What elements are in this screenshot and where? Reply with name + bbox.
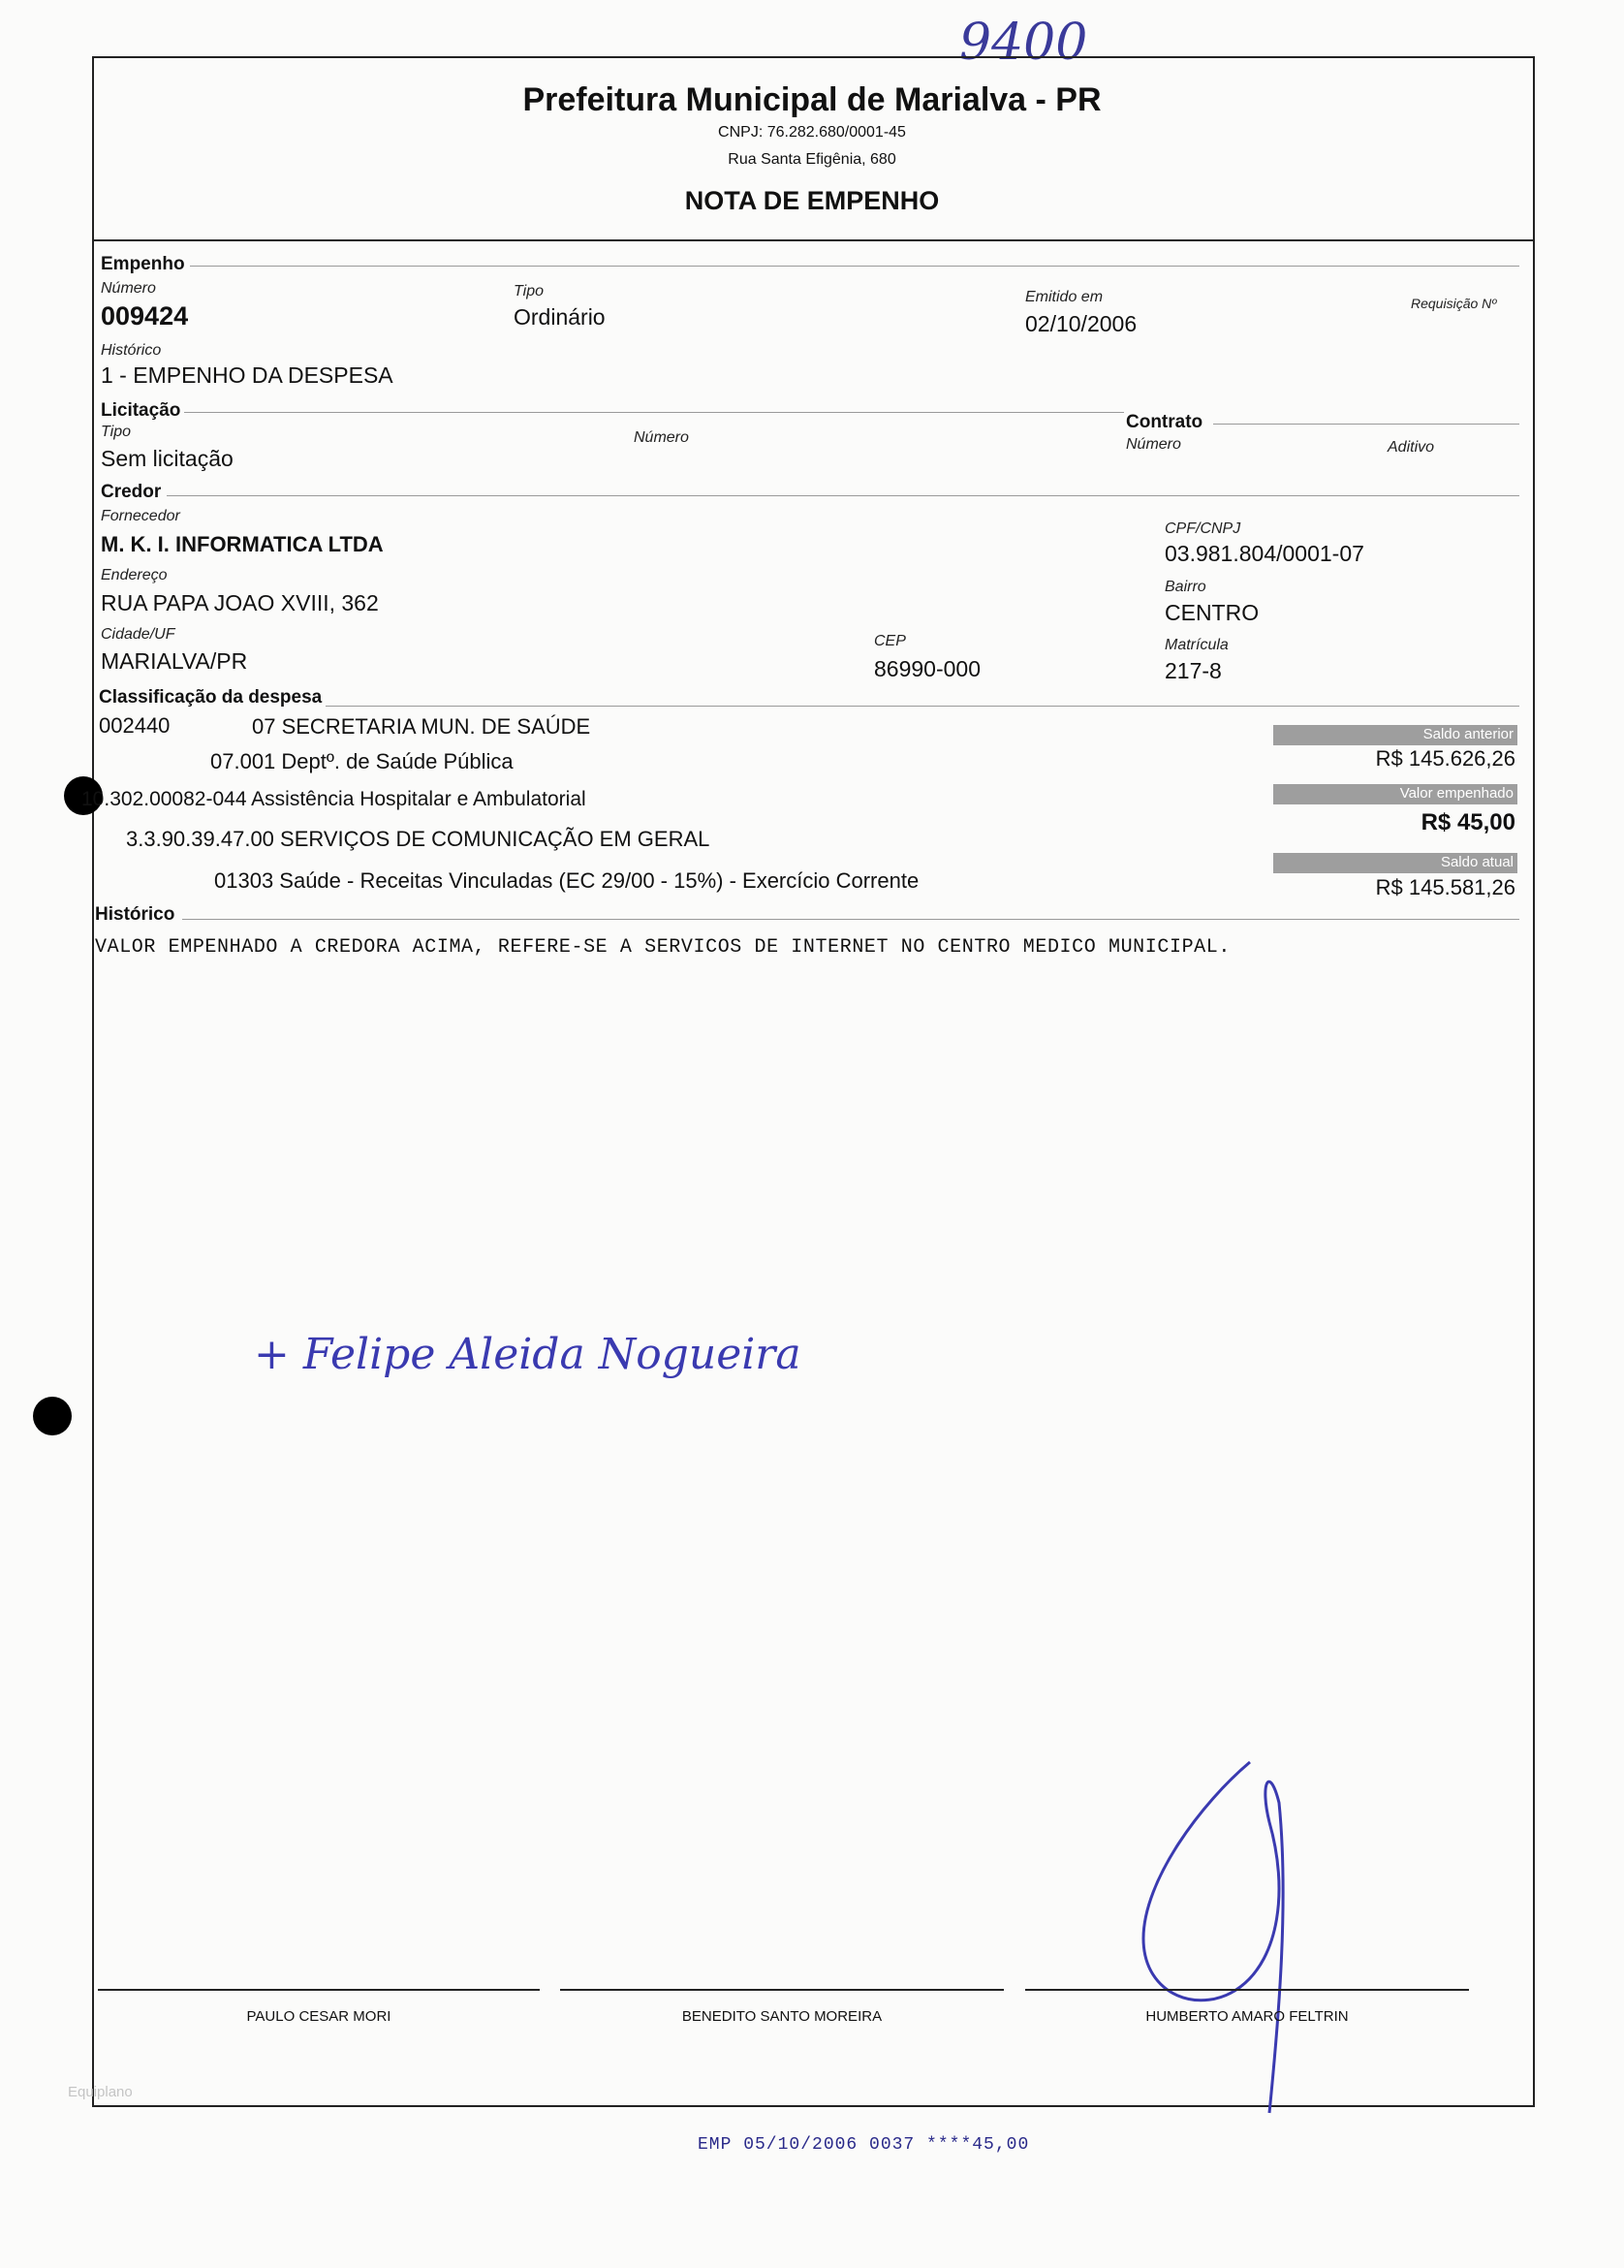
header-cnpj: CNPJ: 76.282.680/0001-45 bbox=[718, 124, 906, 141]
signature-scribble bbox=[1124, 1745, 1337, 2132]
signature-name: HUMBERTO AMARO FELTRIN bbox=[1145, 2008, 1349, 2025]
licitacao-tipo: Sem licitação bbox=[101, 446, 234, 471]
cpf-value: 03.981.804/0001-07 bbox=[1165, 541, 1364, 566]
empenho-numero: 009424 bbox=[101, 301, 189, 331]
classificacao-line: 3.3.90.39.47.00 SERVIÇOS DE COMUNICAÇÃO EM GERAL bbox=[126, 827, 710, 851]
header-address: Rua Santa Efigênia, 680 bbox=[728, 151, 896, 168]
fornecedor-name: M. K. I. INFORMATICA LTDA bbox=[101, 532, 384, 556]
empenho-tipo: Ordinário bbox=[514, 304, 606, 330]
section-historico: Histórico bbox=[95, 904, 175, 925]
tipo-label: Tipo bbox=[514, 283, 544, 299]
classificacao-line: 07.001 Deptº. de Saúde Pública bbox=[210, 749, 514, 773]
cep-value: 86990-000 bbox=[874, 656, 981, 681]
handwritten-note: + Felipe Aleida Nogueira bbox=[254, 1330, 801, 1379]
historico-label: Histórico bbox=[101, 342, 162, 359]
historico-text: VALOR EMPENHADO A CREDORA ACIMA, REFERE-SE A SERVICOS DE INTERNET NO CENTRO MEDICO MUNICIPAL. bbox=[95, 936, 1231, 959]
section-licitacao: Licitação bbox=[101, 400, 181, 421]
numero-label: Número bbox=[101, 280, 156, 297]
hole-punch bbox=[33, 1397, 72, 1435]
signature-line bbox=[1025, 1989, 1469, 1991]
stamp-number: 9400 bbox=[959, 14, 1088, 72]
rule-licitacao bbox=[184, 412, 1124, 413]
rule-historico bbox=[182, 919, 1519, 920]
aditivo-label: Aditivo bbox=[1388, 439, 1435, 456]
section-contrato: Contrato bbox=[1126, 412, 1203, 432]
rule-credor bbox=[167, 495, 1519, 496]
requisicao-label: Requisição Nº bbox=[1411, 296, 1497, 311]
cpf-label: CPF/CNPJ bbox=[1165, 520, 1241, 537]
section-classificacao: Classificação da despesa bbox=[99, 687, 323, 708]
contrato-numero-label: Número bbox=[1126, 436, 1181, 453]
emitido-date: 02/10/2006 bbox=[1025, 311, 1138, 336]
fornecedor-label: Fornecedor bbox=[101, 508, 180, 524]
rule-empenho bbox=[190, 266, 1519, 267]
empenho-historico: 1 - EMPENHO DA DESPESA bbox=[101, 362, 393, 388]
bairro-label: Bairro bbox=[1165, 579, 1206, 595]
rule-classificacao bbox=[326, 706, 1519, 707]
saldo-atual-bar bbox=[1273, 853, 1517, 873]
matricula-label: Matrícula bbox=[1165, 637, 1229, 653]
saldo-atual-label: Saldo atual bbox=[1440, 854, 1514, 870]
licitacao-tipo-label: Tipo bbox=[101, 424, 131, 440]
signature-line bbox=[560, 1989, 1004, 1991]
cidade-label: Cidade/UF bbox=[101, 626, 175, 643]
valor-empenhado-label: Valor empenhado bbox=[1399, 785, 1514, 802]
valor-empenhado-value: R$ 45,00 bbox=[1421, 809, 1515, 835]
cep-label: CEP bbox=[874, 633, 906, 649]
endereco-value: RUA PAPA JOAO XVIII, 362 bbox=[101, 590, 379, 615]
emitido-label: Emitido em bbox=[1025, 289, 1104, 305]
classificacao-line: 07 SECRETARIA MUN. DE SAÚDE bbox=[252, 714, 591, 739]
section-credor: Credor bbox=[101, 482, 162, 502]
footer-brand: Equiplano bbox=[68, 2084, 133, 2100]
bairro-value: CENTRO bbox=[1165, 600, 1260, 625]
document-title: NOTA DE EMPENHO bbox=[684, 186, 940, 215]
classificacao-line: 10.302.00082-044 Assistência Hospitalar e Ambulatorial bbox=[81, 788, 586, 810]
saldo-atual-value: R$ 145.581,26 bbox=[1375, 875, 1515, 899]
signature-name: BENEDITO SANTO MOREIRA bbox=[681, 2008, 883, 2025]
signature-line bbox=[98, 1989, 540, 1991]
saldo-anterior-label: Saldo anterior bbox=[1422, 726, 1514, 742]
endereco-label: Endereço bbox=[101, 567, 168, 583]
licitacao-numero-label: Número bbox=[634, 429, 689, 446]
header-divider bbox=[92, 239, 1535, 241]
saldo-anterior-bar bbox=[1273, 725, 1517, 745]
saldo-anterior-value: R$ 145.626,26 bbox=[1375, 746, 1515, 771]
stamp-footer: EMP 05/10/2006 0037 ****45,00 bbox=[698, 2135, 1030, 2155]
section-empenho: Empenho bbox=[101, 254, 185, 274]
signature-name: PAULO CESAR MORI bbox=[246, 2008, 391, 2025]
rule-contrato bbox=[1213, 424, 1519, 425]
classificacao-line: 002440 bbox=[99, 713, 171, 738]
cidade-value: MARIALVA/PR bbox=[101, 648, 248, 674]
matricula-value: 217-8 bbox=[1165, 658, 1222, 683]
classificacao-line: 01303 Saúde - Receitas Vinculadas (EC 29/00 - 15%) - Exercício Corrente bbox=[214, 868, 920, 893]
page-title: Prefeitura Municipal de Marialva - PR bbox=[522, 81, 1102, 118]
valor-empenhado-bar bbox=[1273, 784, 1517, 804]
